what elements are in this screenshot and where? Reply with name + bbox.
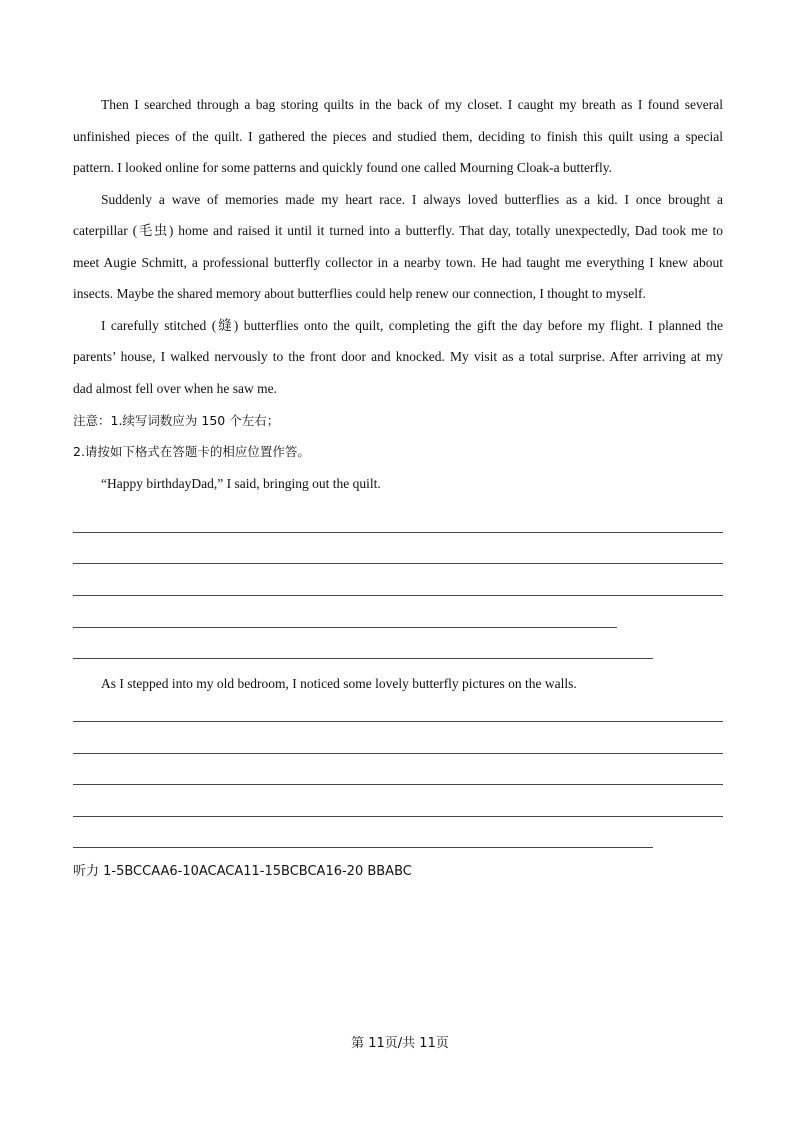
answer-line[interactable]	[73, 627, 617, 628]
passage-line: parents’ house, I walked nervously to the front door and knocked. My visit as a total surprise. After arriving at my	[73, 349, 723, 364]
passage-line: I carefully stitched (缝) butterflies onto the quilt, completing the gift the day before my flight. I planned the	[101, 318, 723, 333]
answer-line[interactable]	[73, 595, 723, 596]
continuation-prompt-2: As I stepped into my old bedroom, I noticed some lovely butterfly pictures on the walls.	[101, 676, 577, 691]
page-indicator: 第 11页/共 11页	[351, 1036, 449, 1051]
passage-line: insects. Maybe the shared memory about butterflies could help renew our connection, I thought to myself.	[73, 286, 646, 301]
answer-line[interactable]	[73, 784, 723, 785]
continuation-prompt-1: “Happy birthdayDad,” I said, bringing out the quilt.	[101, 476, 381, 491]
listening-answer-key: 听力 1-5BCCAA6-10ACACA11-15BCBCA16-20 BBABC	[73, 864, 412, 879]
note-word-count: 注意：1.续写词数应为 150 个左右；	[73, 413, 280, 428]
answer-line[interactable]	[73, 847, 653, 848]
answer-line[interactable]	[73, 753, 723, 754]
passage-line: Then I searched through a bag storing quilts in the back of my closet. I caught my breath as I found several	[101, 97, 723, 112]
note-format: 2.请按如下格式在答题卡的相应位置作答。	[73, 444, 310, 459]
passage-line: Suddenly a wave of memories made my heart race. I always loved butterflies as a kid. I once brought a	[101, 192, 723, 207]
answer-line[interactable]	[73, 721, 723, 722]
answer-line[interactable]	[73, 816, 723, 817]
passage-line: pattern. I looked online for some patterns and quickly found one called Mourning Cloak-a butterfly.	[73, 160, 612, 175]
passage-line: meet Augie Schmitt, a professional butterfly collector in a nearby town. He had taught me everything I knew about	[73, 255, 723, 270]
answer-line[interactable]	[73, 658, 653, 659]
passage-line: unfinished pieces of the quilt. I gathered the pieces and studied them, deciding to finish this quilt using a special	[73, 129, 723, 144]
answer-line[interactable]	[73, 563, 723, 564]
passage-line: caterpillar (毛虫) home and raised it until it turned into a butterfly. That day, totally unexpectedly, Dad took me to	[73, 223, 723, 238]
passage-line: dad almost fell over when he saw me.	[73, 381, 277, 396]
answer-line[interactable]	[73, 532, 723, 533]
